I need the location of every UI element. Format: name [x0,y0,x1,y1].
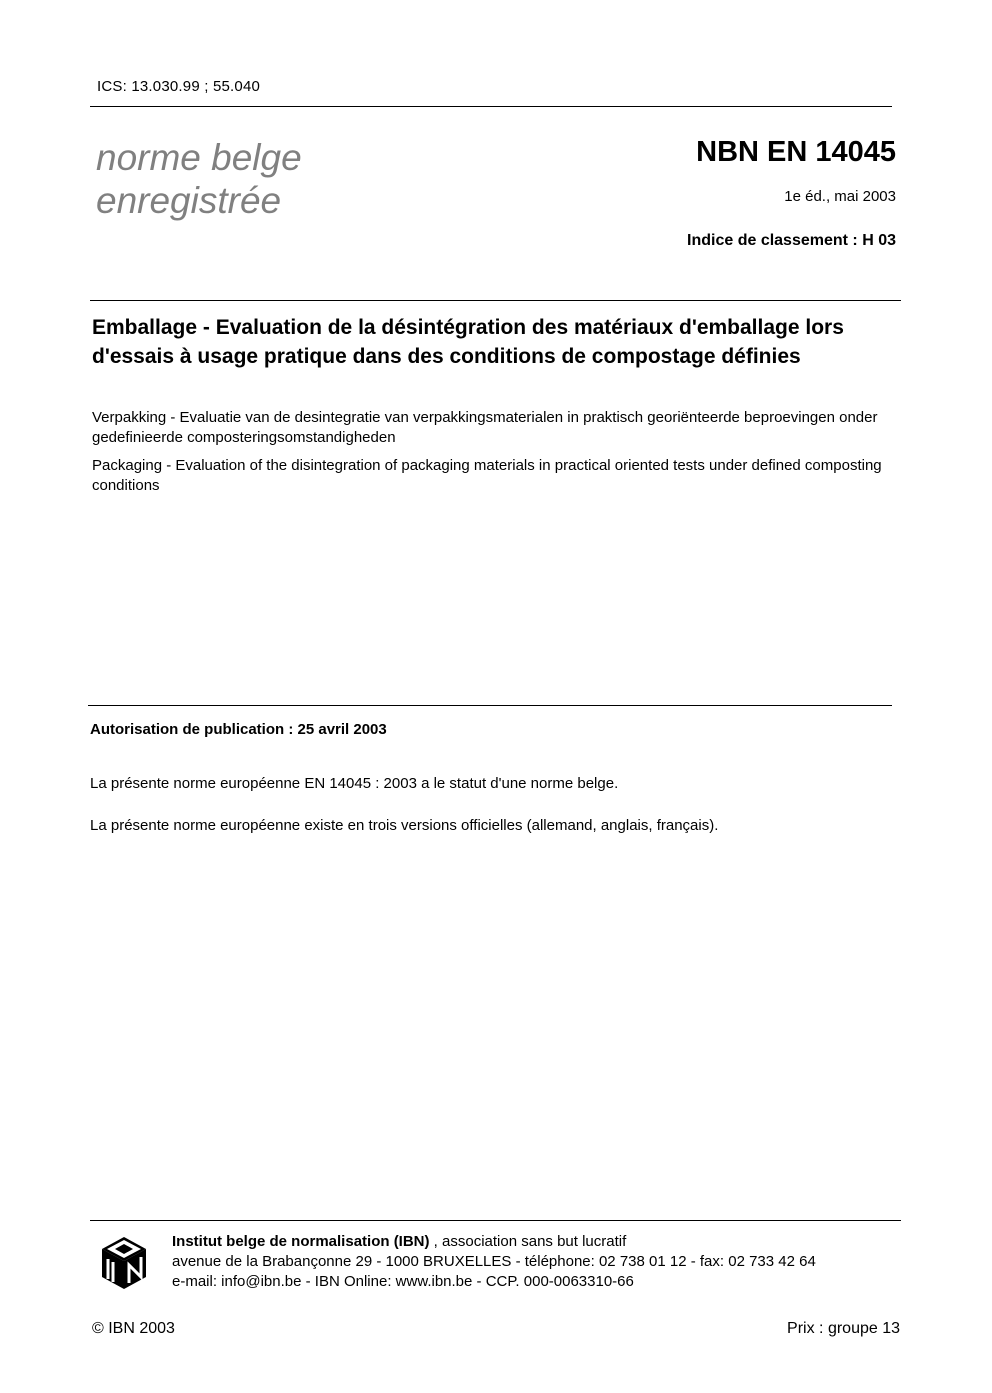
institute-line [172,1232,816,1252]
institute-suffix: , association sans but lucratif [429,1233,627,1250]
norme-belge-label [96,136,302,222]
title-rule [90,300,901,301]
institute-name: Institut belge de normalisation (IBN) [172,1233,430,1250]
footer-rule [90,1220,901,1221]
publication-authorisation: Autorisation de publication : 25 avril 2003 [90,721,387,738]
norme-belge-line1: norme belge [96,137,302,178]
standard-number: NBN EN 14045 [696,136,896,168]
copyright: © IBN 2003 [92,1320,175,1337]
institute-block [172,1232,816,1292]
status-paragraph: La présente norme européenne EN 14045 : 2003 a le statut d'une norme belge. [90,775,619,792]
price-group: Prix : groupe 13 [787,1320,900,1337]
edition-date: 1e éd., mai 2003 [784,188,896,205]
title-english: Packaging - Evaluation of the disintegration of packaging materials in practical oriented tests under defined composting conditions [92,457,882,494]
classification-index: Indice de classement : H 03 [687,232,896,249]
institute-contact: e-mail: info@ibn.be - IBN Online: www.ibn.be - CCP. 000-0063310-66 [172,1273,634,1290]
publication-rule [88,705,892,706]
versions-paragraph: La présente norme européenne existe en trois versions officielles (allemand, anglais, français). [90,817,719,834]
norme-belge-line2: enregistrée [96,180,282,221]
ibn-logo-icon [99,1235,149,1291]
ics-code: ICS: 13.030.99 ; 55.040 [97,78,261,95]
top-rule [90,106,892,107]
title-french: Emballage - Evaluation de la désintégration des matériaux d'emballage lors d'essais à usage pratique dans des conditions de compostage définies [92,316,844,368]
institute-address: avenue de la Brabançonne 29 - 1000 BRUXELLES - téléphone: 02 738 01 12 - fax: 02 733 42 64 [172,1253,816,1270]
title-dutch: Verpakking - Evaluatie van de desintegratie van verpakkingsmaterialen in praktisch georiënteerde beproevingen onder gedefinieerde composteringsomstandigheden [92,409,878,446]
